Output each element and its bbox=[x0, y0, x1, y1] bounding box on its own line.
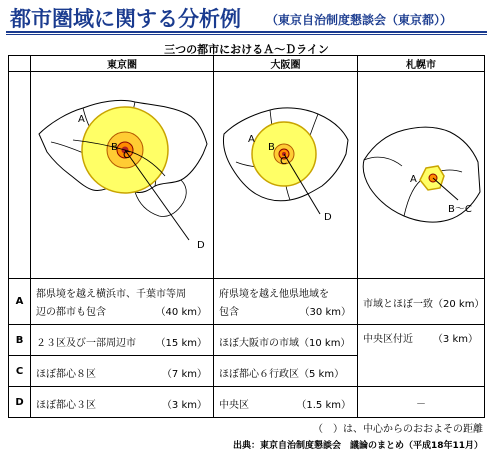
row-b-tokyo-dist: （15 km） bbox=[155, 338, 207, 349]
tokyo-map bbox=[31, 72, 214, 275]
row-d-sapporo bbox=[358, 387, 485, 418]
osaka-label-c: C bbox=[280, 156, 287, 167]
osaka-label-b: B bbox=[268, 142, 275, 153]
tokyo-label-c: C bbox=[123, 150, 130, 161]
title-rule bbox=[6, 31, 487, 33]
row-b-sapporo-dist: （3 km） bbox=[432, 333, 478, 345]
row-b-tokyo bbox=[31, 325, 214, 356]
row-a-tokyo bbox=[31, 279, 214, 325]
row-key-c: C bbox=[9, 356, 31, 387]
header-osaka: 大阪圏 bbox=[214, 56, 358, 72]
comparison-table bbox=[8, 55, 485, 418]
page-title: 都市圏域に関する分析例 bbox=[10, 7, 241, 31]
row-a-tokyo-line1: 都県境を越え横浜市、千葉市等周 bbox=[36, 289, 186, 300]
header-sapporo: 札幌市 bbox=[358, 56, 485, 72]
tokyo-label-d: D bbox=[197, 240, 205, 251]
header-row bbox=[9, 56, 485, 72]
tokyo-map-cell bbox=[31, 72, 214, 279]
row-a-sapporo-text: 市域とほぼ一致（20 km） bbox=[363, 299, 485, 310]
sapporo-coast bbox=[364, 157, 402, 166]
row-d-osaka-text: 中央区 bbox=[219, 400, 249, 411]
row-d-tokyo bbox=[31, 387, 214, 418]
tokyo-label-a: A bbox=[78, 114, 85, 125]
row-bc-sapporo bbox=[358, 325, 485, 387]
sapporo-label-a: A bbox=[410, 174, 417, 185]
row-a-tokyo-dist: （40 km） bbox=[155, 307, 207, 318]
table-caption: 三つの都市におけるＡ～Ｄライン bbox=[164, 43, 329, 56]
osaka-label-a: A bbox=[248, 134, 255, 145]
map-row-key bbox=[9, 72, 31, 279]
row-a-osaka-line1: 府県境を越え他県地域を bbox=[219, 289, 329, 300]
row-b-osaka-text: ほぼ大阪市の市域（10 km） bbox=[219, 338, 351, 349]
row-a-osaka-dist: （30 km） bbox=[299, 307, 351, 318]
row-d-tokyo-text: ほぼ都心３区 bbox=[36, 400, 96, 411]
osaka-label-d: D bbox=[324, 212, 332, 223]
row-a-osaka-line2: 包含 bbox=[219, 307, 239, 318]
sapporo-map-cell bbox=[358, 72, 485, 279]
source-citation: 出典：東京自治制度懇談会 議論のまとめ（平成18年11月） bbox=[232, 441, 483, 451]
header-tokyo: 東京圏 bbox=[31, 56, 214, 72]
row-key-a: A bbox=[9, 279, 31, 325]
row-b-tokyo-text: ２３区及び一部周辺市 bbox=[36, 338, 136, 349]
row-key-b: B bbox=[9, 325, 31, 356]
row-a bbox=[9, 279, 485, 325]
distance-note: （ ）は、中心からのおおよその距離 bbox=[313, 424, 483, 435]
map-row bbox=[9, 72, 485, 279]
row-c-osaka-text: ほぼ都心６行政区（5 km） bbox=[219, 369, 345, 380]
row-d-tokyo-dist: （3 km） bbox=[161, 400, 207, 411]
row-a-osaka bbox=[214, 279, 358, 325]
page-subtitle: （東京自治制度懇談会（東京都）） bbox=[266, 13, 453, 27]
row-key-d: D bbox=[9, 387, 31, 418]
row-d bbox=[9, 387, 485, 418]
osaka-map-cell bbox=[214, 72, 358, 279]
row-d-osaka-dist: （1.5 km） bbox=[296, 400, 351, 411]
row-b-osaka bbox=[214, 325, 358, 356]
row-c-osaka bbox=[214, 356, 358, 387]
row-d-sapporo-text: － bbox=[416, 398, 426, 410]
row-a-sapporo bbox=[358, 279, 485, 325]
row-c-tokyo-text: ほぼ都心８区 bbox=[36, 369, 96, 380]
row-c-tokyo-dist: （7 km） bbox=[161, 369, 207, 380]
osaka-map bbox=[214, 72, 358, 275]
row-d-osaka bbox=[214, 387, 358, 418]
row-a-tokyo-line2: 辺の都市も包含 bbox=[36, 307, 106, 318]
sapporo-label-bc: B～C bbox=[448, 204, 472, 215]
header-empty bbox=[9, 56, 31, 72]
row-b-sapporo-text: 中央区付近 bbox=[363, 333, 413, 345]
sapporo-map bbox=[358, 72, 485, 275]
title-rule-thin bbox=[6, 34, 487, 35]
row-c-tokyo bbox=[31, 356, 214, 387]
tokyo-label-b: B bbox=[111, 142, 118, 153]
row-b bbox=[9, 325, 485, 356]
